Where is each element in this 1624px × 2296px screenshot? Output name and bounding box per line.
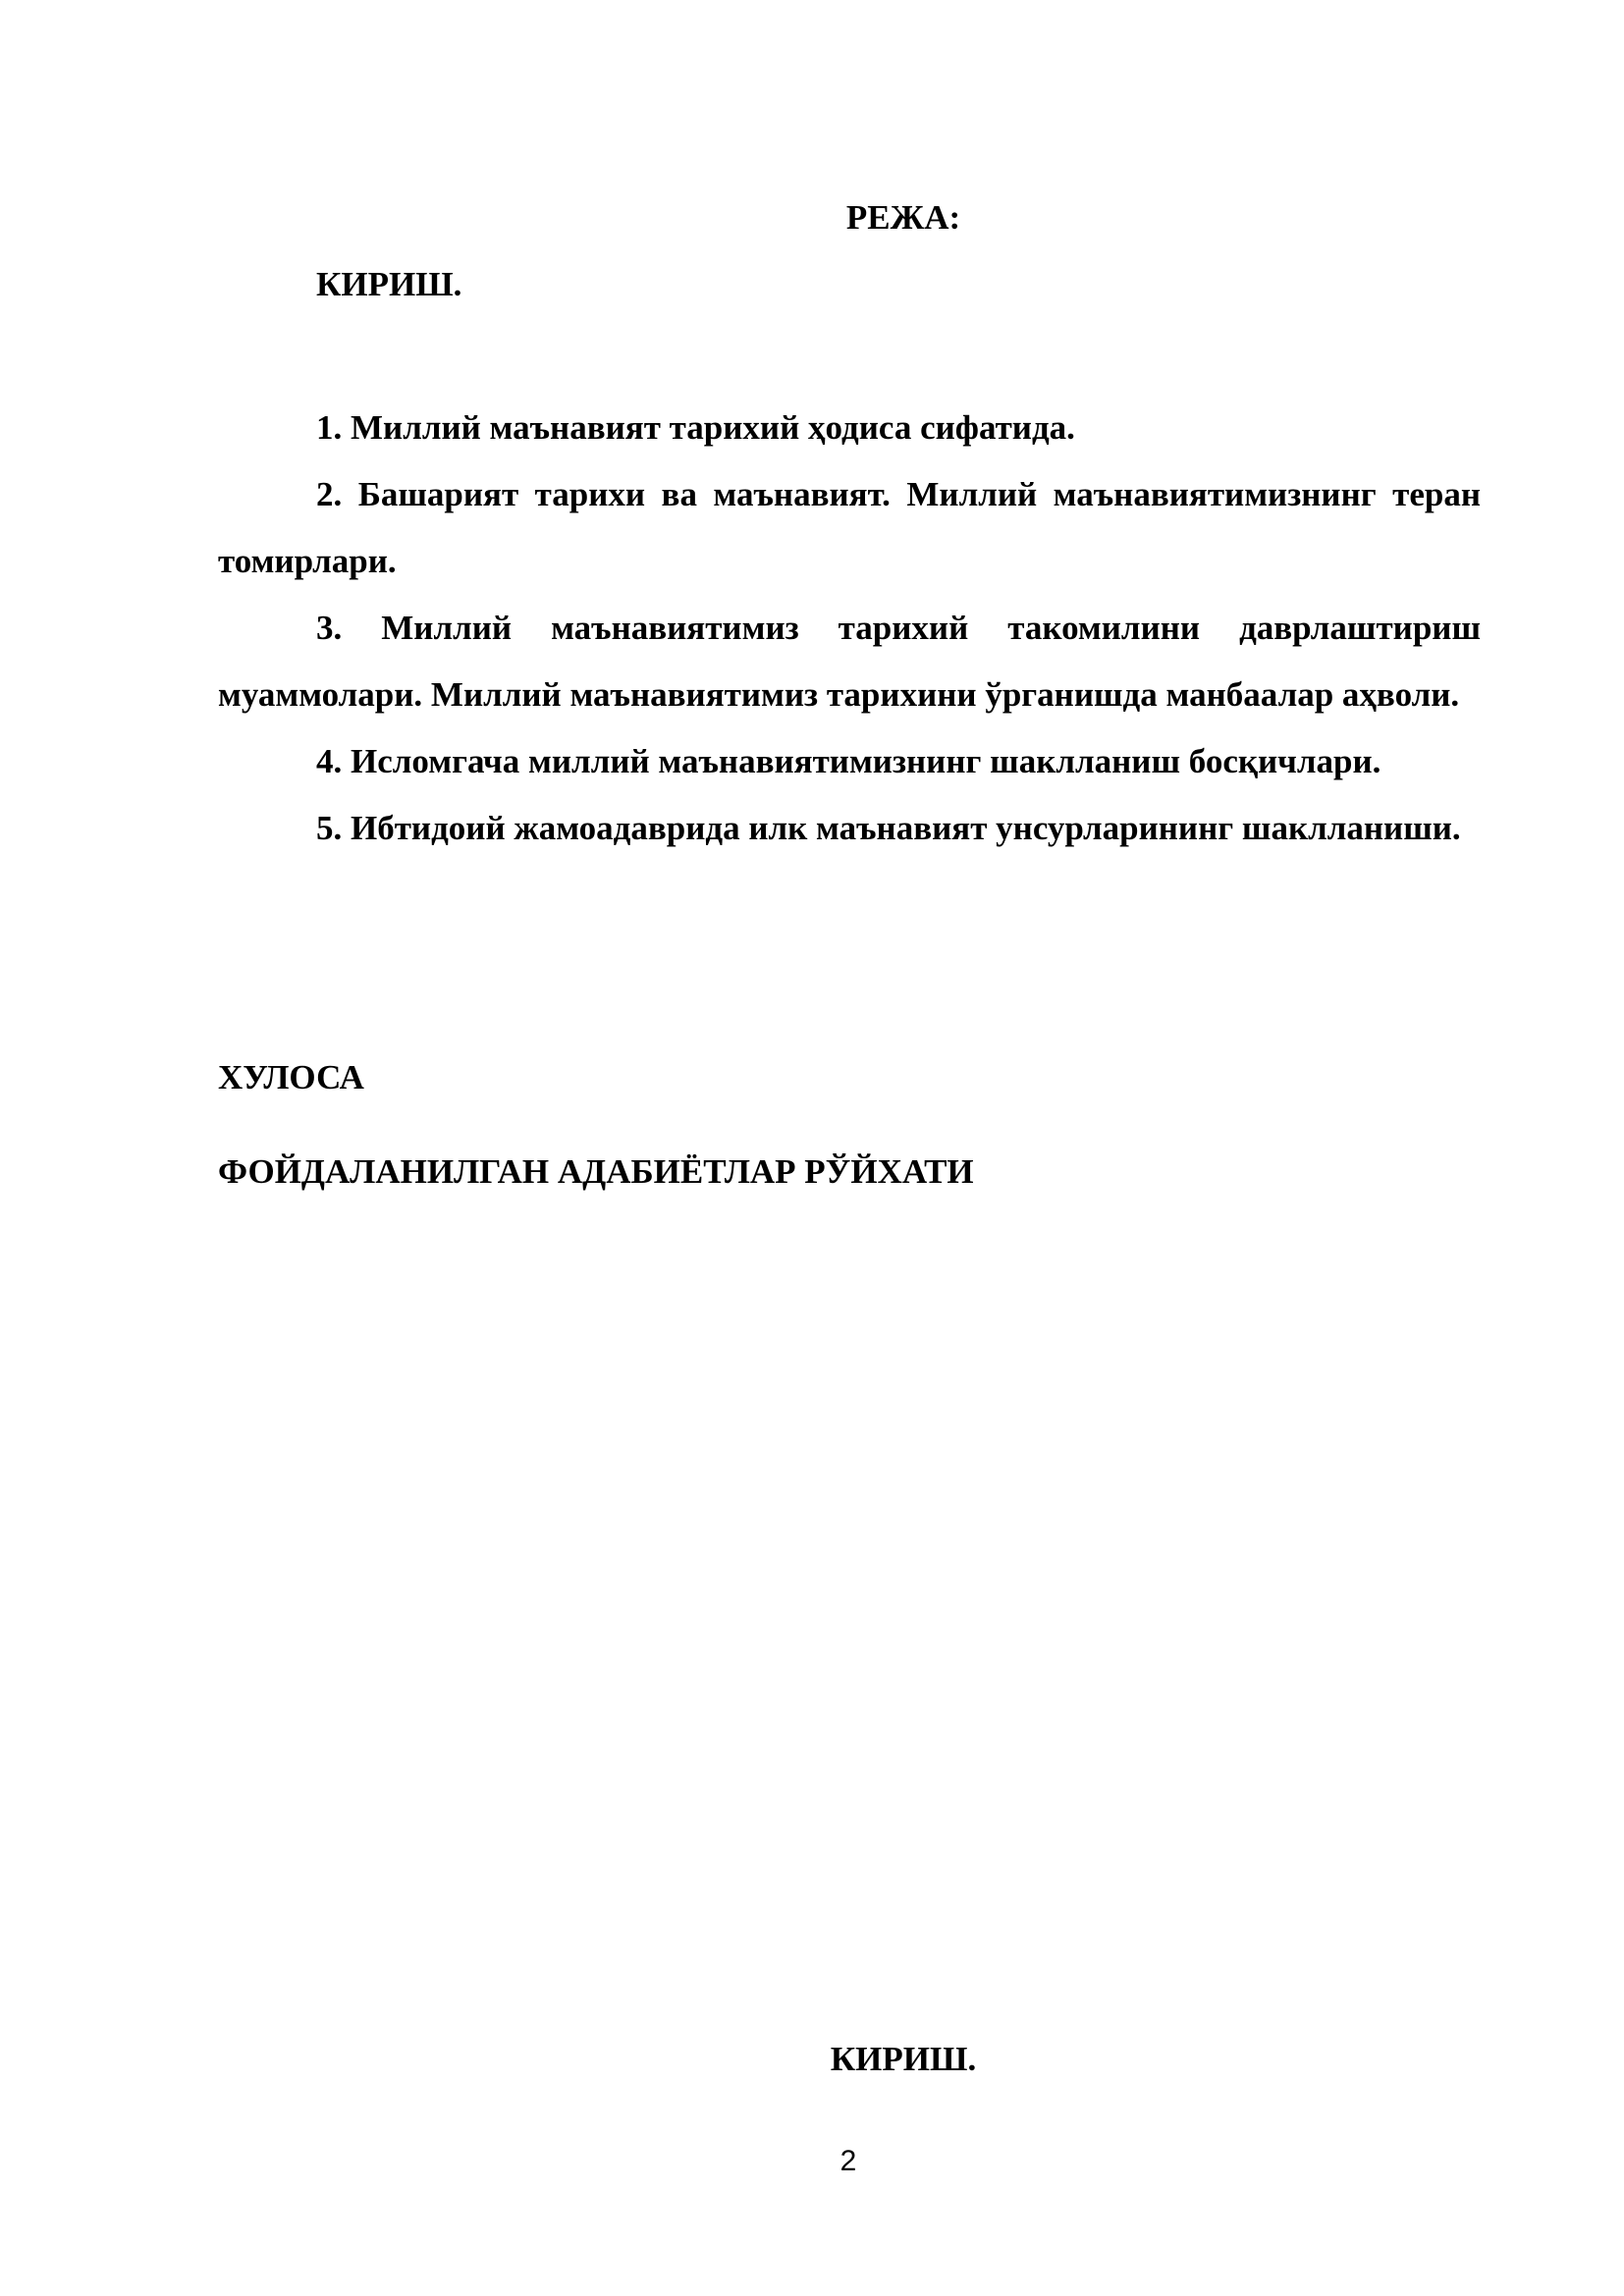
plan-item-5: 5. Ибтидоий жамоадаврида илк маънавият унсурларининг шаклланиши. <box>316 809 1461 847</box>
plan-title: РЕЖА: <box>845 198 961 237</box>
bibliography-heading: ФОЙДАЛАНИЛГАН АДАБИЁТЛАР РЎЙХАТИ <box>218 1152 974 1191</box>
plan-item-4: 4. Исломгача миллий маънавиятимизнинг шаклланиш босқичлари. <box>316 742 1381 780</box>
plan-item-2: 2. Башарият тарихи ва маънавият. Миллий маънавиятимизнинг теран томирлари. <box>218 475 1481 580</box>
plan-list <box>218 395 1481 862</box>
page-number: 2 <box>839 2145 857 2177</box>
plan-item-3: 3. Миллий маънавиятимиз тарихий такомилини даврлаштириш муаммолари. Миллий маънавиятимиз тарихини ўрганишда манбаалар аҳволи. <box>218 609 1481 714</box>
plan-item-1: 1. Миллий маънавият тарихий ҳодиса сифатида. <box>316 408 1075 447</box>
next-section-heading: КИРИШ. <box>830 2040 977 2078</box>
conclusion-heading: ХУЛОСА <box>218 1058 364 1096</box>
intro-heading: КИРИШ. <box>316 265 462 303</box>
